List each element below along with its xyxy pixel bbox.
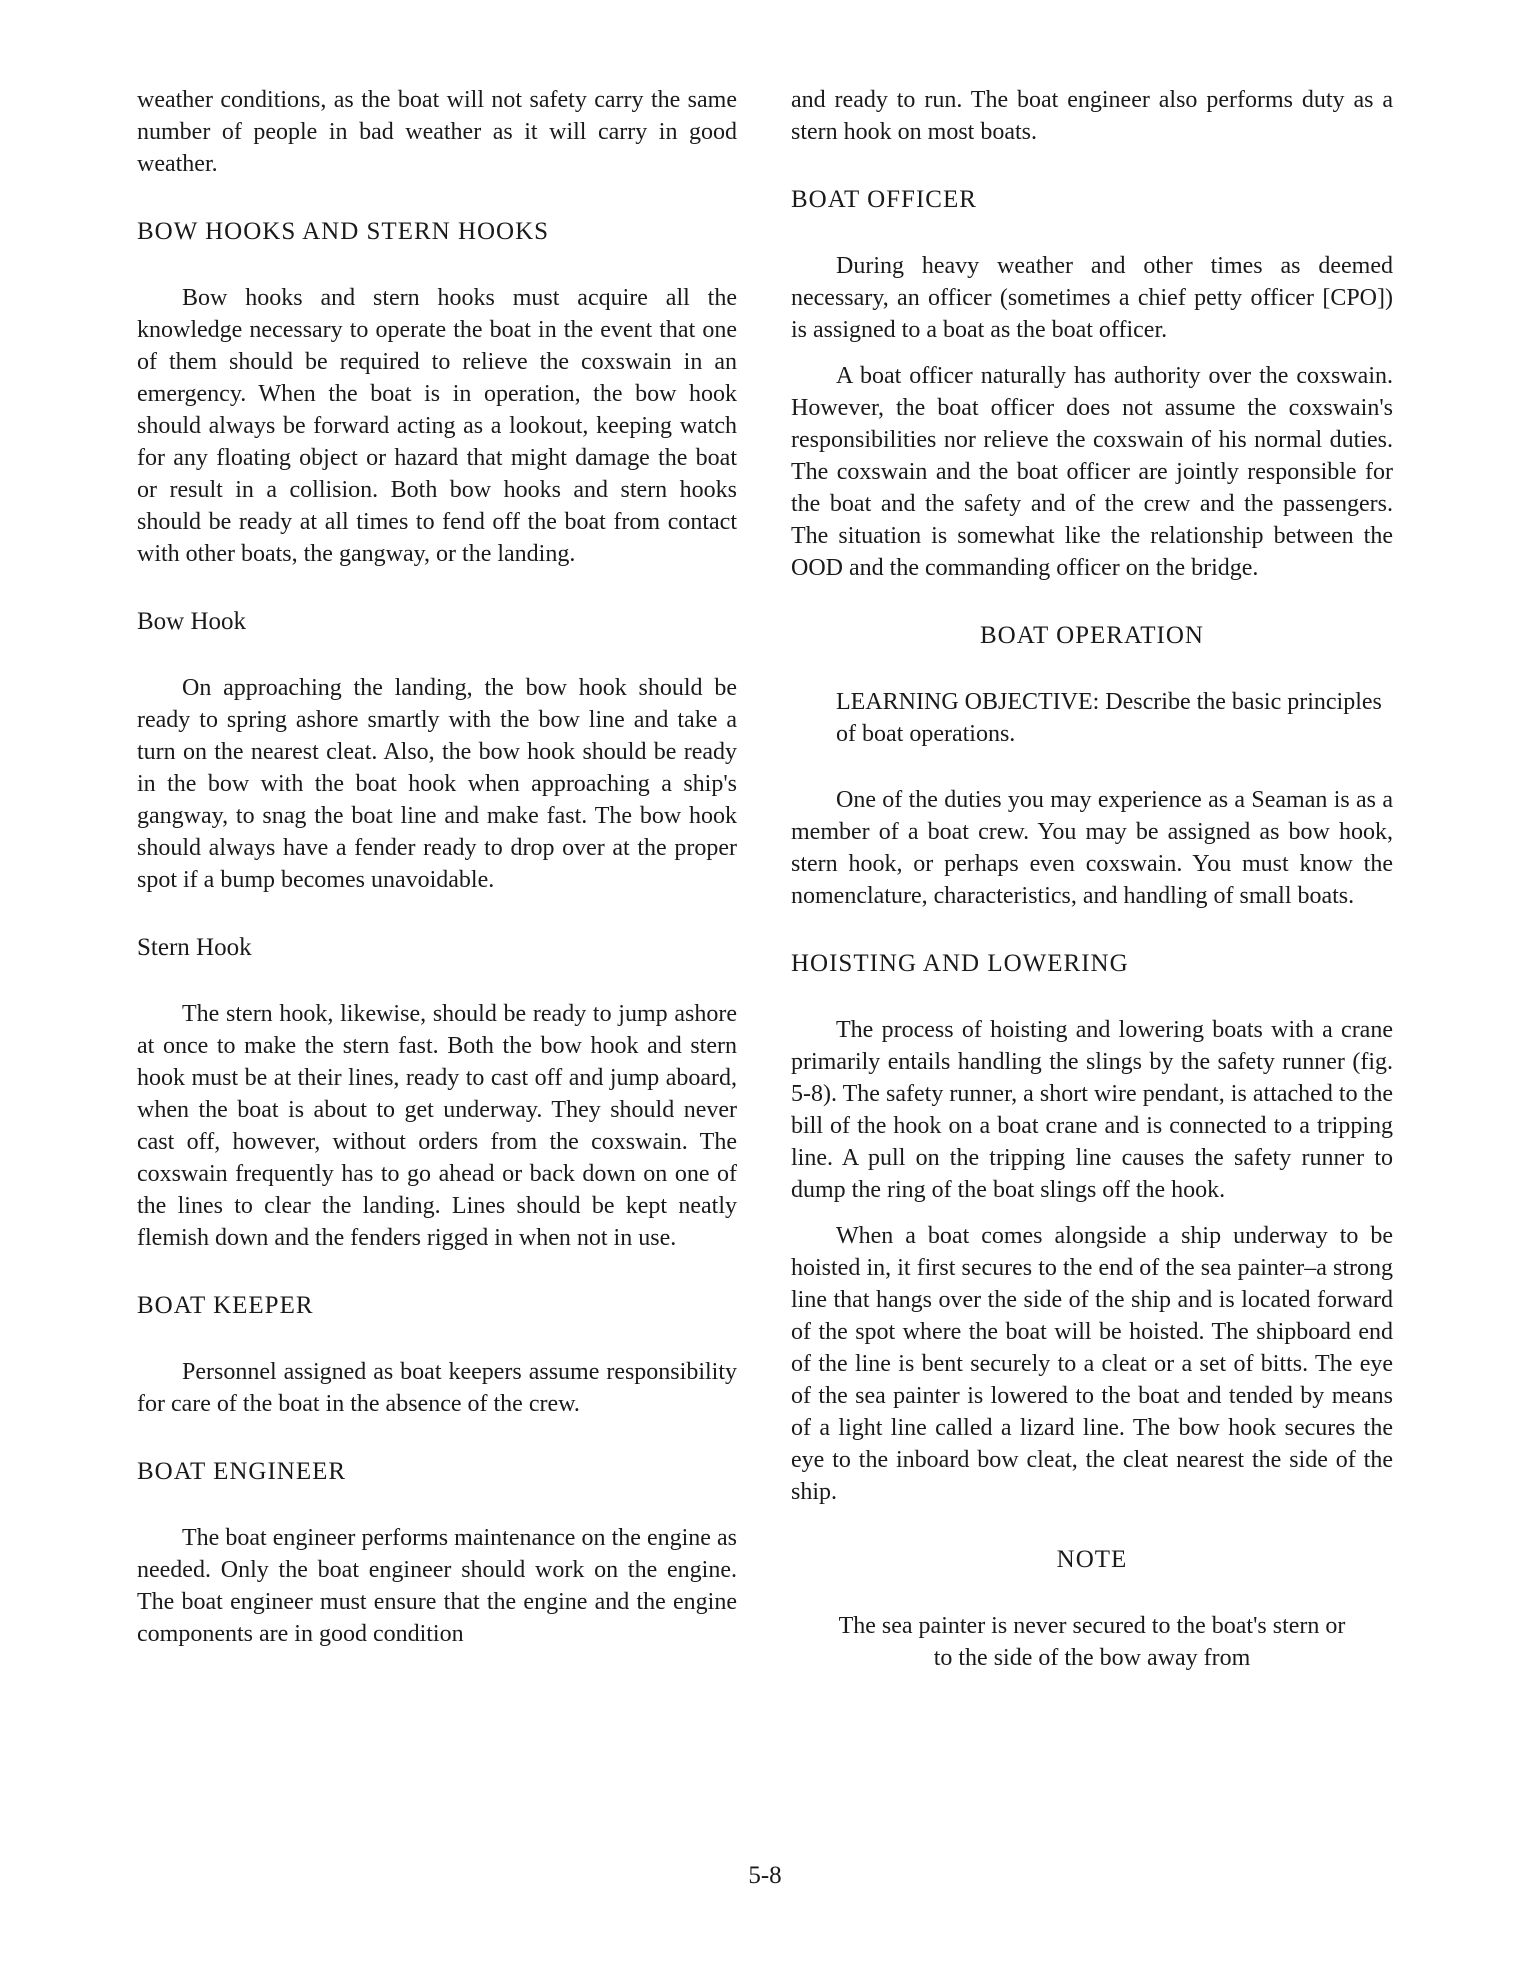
section-heading-boat-keeper: BOAT KEEPER [137,1292,314,1319]
paragraph-hoisting-1: The process of hoisting and lowering boats with a crane primarily entails handling the slings by the safety runner (fig. 5-8). The safety runner, a short wire pendant, is attached to the bill of the hook on a boat crane and is connected to a tripping line. A pull on the tripping line causes the safety runner to dump the ring of the boat slings off the hook. [791,1017,1393,1203]
paragraph-hoisting-2: When a boat comes alongside a ship underway to be hoisted in, it first secures to the end of the sea painter–a strong line that hangs over the side of the ship and is located forward of the spot where the boat will be hoisted. The shipboard end of the line is bent securely to a cleat or a set of bitts. The eye of the sea painter is lowered to the boat and tended by means of a light line called a lizard line. The bow hook secures the eye to the inboard bow cleat, the cleat nearest the side of the ship. [791,1223,1393,1505]
chapter-heading-boat-operation: BOAT OPERATION [980,622,1204,649]
continued-paragraph: weather conditions, as the boat will not safety carry the same number of people in bad weather as it will carry in good weather. [137,87,737,177]
note-heading: NOTE [1056,1546,1128,1573]
paragraph-boat-officer-1: During heavy weather and other times as deemed necessary, an officer (sometimes a chief petty officer [CPO]) is assigned to a boat as the boat officer. [791,253,1393,343]
paragraph-bow-hook: On approaching the landing, the bow hook should be ready to spring ashore smartly with the bow line and take a turn on the nearest cleat. Also, the bow hook should be ready in the bow with the boat hook when approaching a ship's gangway, to snag the boat line and make fast. The bow hook should always have a fender ready to drop over at the proper spot if a bump becomes unavoidable. [137,675,737,893]
continued-paragraph: and ready to run. The boat engineer also performs duty as a stern hook on most boats. [791,87,1393,145]
section-heading-bow-stern-hooks: BOW HOOKS AND STERN HOOKS [137,218,550,245]
paragraph-boat-operation: One of the duties you may experience as a Seaman is as a member of a boat crew. You may be assigned as bow hook, stern hook, or perhaps even coxswain. You must know the nomenclature, characteristics, and handling of small boats. [791,787,1393,909]
section-heading-boat-officer: BOAT OFFICER [791,186,977,213]
section-heading-boat-engineer: BOAT ENGINEER [137,1458,347,1485]
subheading-stern-hook: Stern Hook [137,934,252,961]
note-text: The sea painter is never secured to the boat's stern or to the side of the bow away from [838,1613,1346,1671]
page-number: 5-8 [748,1862,782,1889]
paragraph-boat-officer-2: A boat officer naturally has authority over the coxswain. However, the boat officer does not assume the coxswain's responsibilities nor relieve the coxswain of his normal duties. The coxswain and the boat officer are jointly responsible for the boat and the safety and of the crew and the passengers. The situation is somewhat like the relationship between the OOD and the commanding officer on the bridge. [791,363,1393,581]
section-heading-hoisting-lowering: HOISTING AND LOWERING [791,950,1129,977]
paragraph-bow-stern-hooks: Bow hooks and stern hooks must acquire all the knowledge necessary to operate the boat in the event that one of them should be required to relieve the coxswain in an emergency. When the boat is in operation, the bow hook should always be forward acting as a lookout, keeping watch for any floating object or hazard that might damage the boat or result in a collision. Both bow hooks and stern hooks should be ready at all times to fend off the boat from contact with other boats, the gangway, or the landing. [137,285,737,567]
subheading-bow-hook: Bow Hook [137,608,247,635]
paragraph-boat-engineer: The boat engineer performs maintenance on the engine as needed. Only the boat engineer should work on the engine. The boat engineer must ensure that the engine and the engine components are in good condition [137,1525,737,1647]
left-column [137,84,737,1650]
learning-objective: LEARNING OBJECTIVE: Describe the basic principles of boat operations. [836,689,1382,747]
paragraph-stern-hook: The stern hook, likewise, should be ready to jump ashore at once to make the stern fast. Both the bow hook and stern hook must be at their lines, ready to cast off and jump aboard, when the boat is about to get underway. They should never cast off, however, without orders from the coxswain. The coxswain frequently has to go ahead or back down on one of the lines to clear the landing. Lines should be kept neatly flemish down and the fenders rigged in when not in use. [137,1001,737,1251]
paragraph-boat-keeper: Personnel assigned as boat keepers assume responsibility for care of the boat in the absence of the crew. [137,1359,737,1417]
right-column [791,84,1393,1674]
